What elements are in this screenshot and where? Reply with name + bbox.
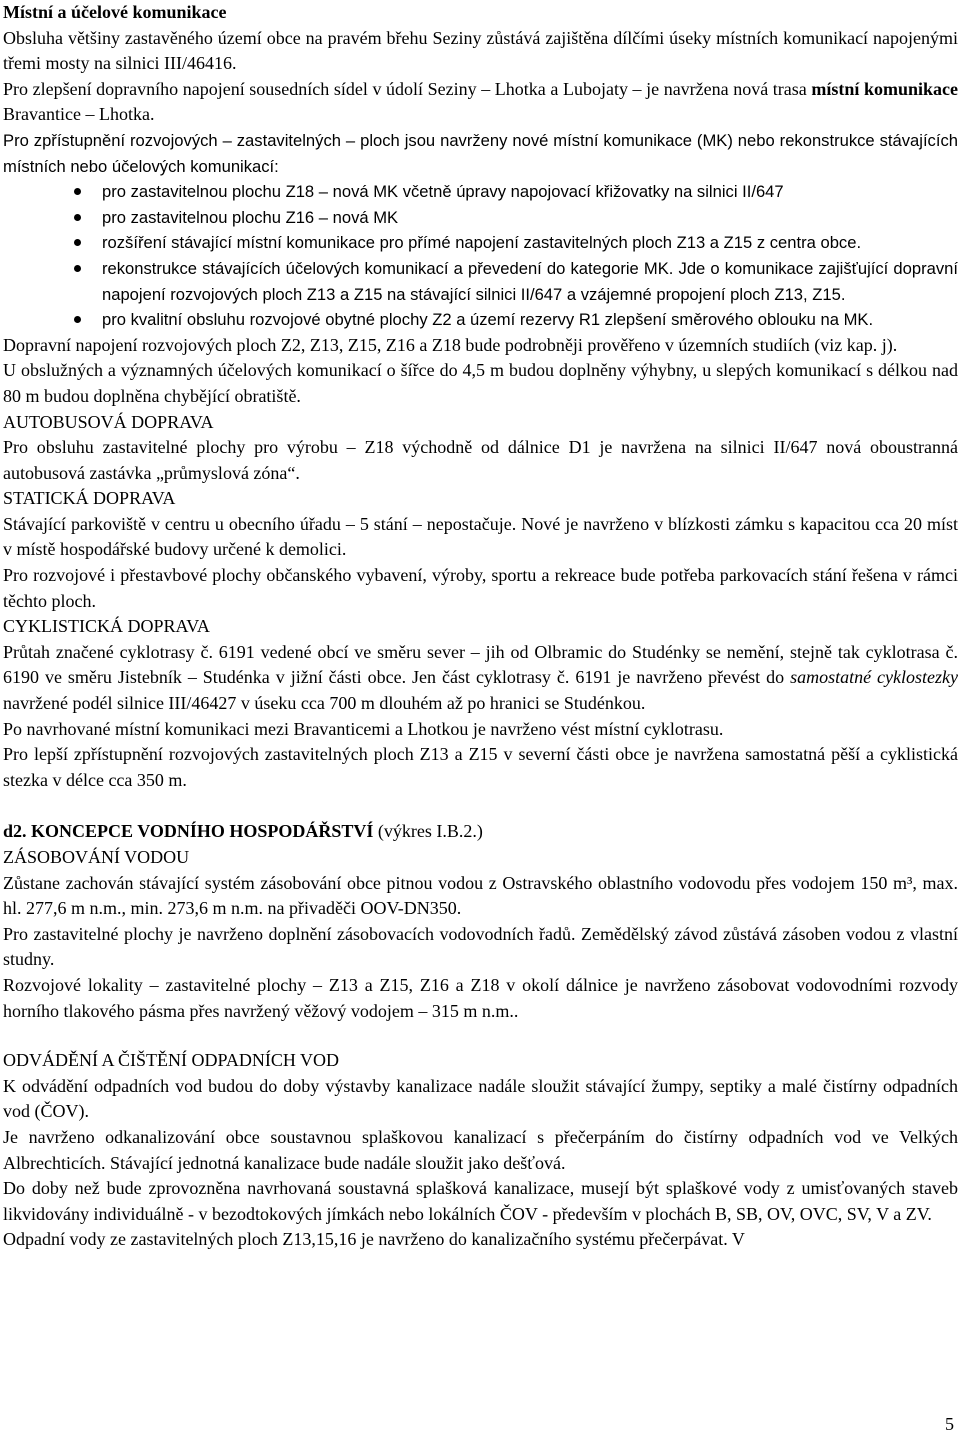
subsection-heading-wastewater: ODVÁDĚNÍ A ČIŠTĚNÍ ODPADNÍCH VOD (3, 1050, 340, 1071)
paragraph: Obsluha většiny zastavěného území obce na pravém břehu Seziny zůstává zajištěna dílčími úseky místních komunikací napojenými třemi mosty na silnici III/46416. (3, 27, 958, 74)
list-item: pro kvalitní obsluhu rozvojové obytné plochy Z2 a území rezervy R1 zlepšení směrového oblouku na MK. (3, 307, 958, 333)
paragraph: Do doby než bude zprovozněna navrhovaná soustavná splašková kanalizace, musejí být splaškové vody z umisťovaných staveb likvidovány individuálně - v bezodtokových jímkách nebo lokálních ČOV - především v plochách B, SB, OV, OVC, SV, V a ZV. (3, 1178, 958, 1224)
list-item: rozšíření stávající místní komunikace pro přímé napojení zastavitelných ploch Z13 a Z15 z centra obce. (3, 230, 958, 256)
paragraph: Zůstane zachován stávající systém zásobování obce pitnou vodou z Ostravského oblastního vodovodu přes vodojem 150 m³, max. hl. 277,6 m n.m., min. 273,6 m n.m. na přivaděči OOV-DN350. (3, 872, 958, 919)
bullet-icon (74, 214, 81, 221)
paragraph: K odvádění odpadních vod budou do doby výstavby kanalizace nadále sloužit stávající žumpy, septiky a malé čistírny odpadních vod (ČOV). (3, 1075, 958, 1122)
section-heading-cycling: CYKLISTICKÁ DOPRAVA (3, 616, 210, 637)
section-heading-bus: AUTOBUSOVÁ DOPRAVA (3, 411, 214, 432)
paragraph: Rozvojové lokality – zastavitelné plochy – Z13 a Z15, Z16 a Z18 v okolí dálnice je navrženo zásobovat vodovodními rozvody horního tlakového pásma přes navržený věžový vodojem – 315 m n.m.. (3, 974, 958, 1021)
bullet-icon (74, 239, 81, 246)
spacer (3, 793, 958, 819)
spacer (3, 1024, 958, 1048)
bullet-icon (74, 316, 81, 323)
subsection-heading-water-supply: ZÁSOBOVÁNÍ VODOU (3, 847, 190, 867)
paragraph: Pro lepší zpřístupnění rozvojových zastavitelných ploch Z13 a Z15 v severní části obce je navržena samostatná pěší a cyklistická stezka v délce cca 350 m. (3, 744, 958, 790)
paragraph: Pro obsluhu zastavitelné plochy pro výrobu – Z18 východně od dálnice D1 je navržena na silnici II/647 nová oboustranná autobusová zastávka „průmyslová zóna“. (3, 437, 958, 483)
paragraph: Pro zpřístupnění rozvojových – zastavitelných – ploch jsou navrženy nové místní komunikace (MK) nebo rekonstrukce stávajících místních nebo účelových komunikací: (3, 130, 958, 176)
document-page (3, 0, 958, 1253)
list-item: pro zastavitelnou plochu Z16 – nová MK (3, 205, 958, 231)
list-item: rekonstrukce stávajících účelových komunikací a převedení do kategorie MK. Jde o komunikace zajišťující dopravní napojení rozvojových ploch Z13 a Z15 na stávající silnici II/647 a vzájemné propojení ploch Z13, Z15. (3, 256, 958, 307)
paragraph: Odpadní vody ze zastavitelných ploch Z13,15,16 je navrženo do kanalizačního systému přečerpávat. V (3, 1229, 745, 1250)
italic-term: samostatné cyklostezky (790, 667, 958, 688)
bullet-icon (74, 265, 81, 272)
bullet-list (3, 179, 958, 333)
page-number: 5 (945, 1414, 954, 1434)
section-heading-parking: STATICKÁ DOPRAVA (3, 488, 176, 509)
bold-term: místní komunikace (811, 78, 959, 99)
paragraph: U obslužných a významných účelových komunikací o šířce do 4,5 m budou doplněny výhybny, u slepých komunikací s délkou nad 80 m budou doplněna chybějící obratiště. (3, 360, 958, 406)
list-item: pro zastavitelnou plochu Z18 – nová MK včetně úpravy napojovací křižovatky na silnici II/647 (3, 179, 958, 205)
paragraph: Dopravní napojení rozvojových ploch Z2, Z13, Z15, Z16 a Z18 bude podrobněji prověřeno v územních studiích (viz kap. j). (3, 334, 898, 355)
paragraph: Po navrhované místní komunikaci mezi Bravanticemi a Lhotkou je navrženo vést místní cyklotrasu. (3, 718, 724, 739)
paragraph: Pro zlepšení dopravního napojení sousedních sídel v údolí Seziny – Lhotka a Lubojaty – je navržena nová trasa místní komunikace Bravantice – Lhotka. (3, 78, 959, 125)
paragraph: Pro zastavitelné plochy je navrženo doplnění zásobovacích vodovodních řadů. Zemědělský závod zůstává zásoben vodou z vlastní studny. (3, 923, 958, 970)
paragraph: Stávající parkoviště v centru u obecního úřadu – 5 stání – nepostačuje. Nové je navrženo v blízkosti zámku s kapacitou cca 20 míst v místě hospodářské budovy určené k demolici. (3, 513, 958, 560)
paragraph: Průtah značené cyklotrasy č. 6191 vedené obcí ve směru sever – jih od Olbramic do Studénky se nemění, stejně tak cyklotrasa č. 6190 ve směru Jistebník – Studénka v jižní části obce. Jen část cyklotrasy č. 6191 je navrženo převést do samostatné cyklostezky navržené podél silnice III/46427 v úseku cca 700 m dlouhém až po hranici se Studénkou. (3, 641, 958, 714)
section-heading-local-roads: Místní a účelové komunikace (3, 2, 227, 22)
bullet-icon (74, 188, 81, 195)
section-heading-water-management: d2. KONCEPCE VODNÍHO HOSPODÁŘSTVÍ (výkres I.B.2.) (3, 821, 483, 842)
paragraph: Pro rozvojové i přestavbové plochy občanského vybavení, výroby, sportu a rekreace bude potřeba parkovacích stání řešena v rámci těchto ploch. (3, 565, 958, 611)
paragraph: Je navrženo odkanalizování obce soustavnou splaškovou kanalizací s přečerpáním do čistírny odpadních vod ve Velkých Albrechticích. Stávající jednotná kanalizace bude nadále sloužit jako dešťová. (3, 1126, 958, 1173)
